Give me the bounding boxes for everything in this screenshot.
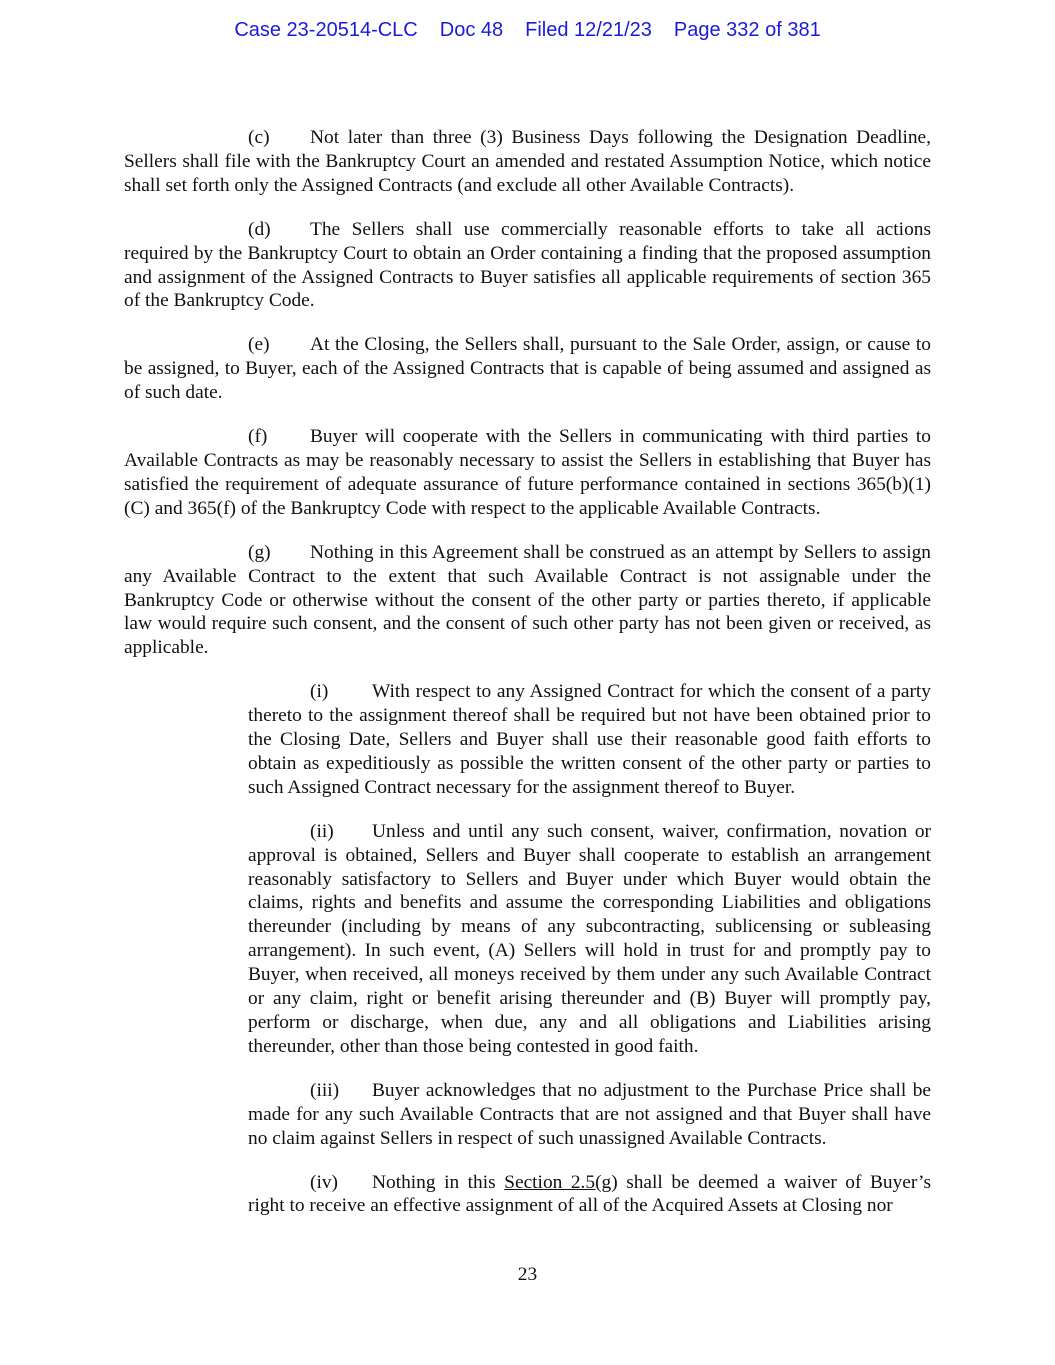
paragraph-f	[124, 425, 931, 521]
doc-number: Doc 48	[439, 19, 504, 41]
subparagraph-text-before: Nothing in this	[372, 1171, 505, 1193]
paragraph-label: (c)	[248, 127, 270, 148]
document-body	[124, 126, 931, 1238]
paragraph-label: (f)	[248, 426, 268, 448]
paragraph-g	[124, 541, 931, 661]
paragraph-text: Buyer will cooperate with the Sellers in communicating with third parties to Available Contracts as may be reasonably necessary to assist the Sellers in establishing that Buyer has satisfied the requirement of adequate assurance of future performance contained in sections 365(b)(1)(C) and 365(f) of the Bankruptcy Code with respect to the applicable Available Contracts.	[124, 426, 931, 519]
subparagraph-iii	[248, 1079, 931, 1151]
paragraph-text: Not later than three (3) Business Days following the Designation Deadline, Sellers shall file with the Bankruptcy Court an amended and restated Assumption Notice, which notice shall set forth only the Assigned Contracts (and exclude all other Available Contracts).	[124, 127, 931, 196]
subparagraph-text: Buyer acknowledges that no adjustment to the Purchase Price shall be made for any such Available Contracts that are not assigned and that Buyer shall have no claim against Sellers in respect of such unassigned Available Contracts.	[248, 1079, 931, 1149]
court-filing-header	[0, 19, 1055, 42]
subparagraph-text: With respect to any Assigned Contract for which the consent of a party thereto to the assignment thereof shall be required but not have been obtained prior to the Closing Date, Sellers and Buyer shall use their reasonable good faith efforts to obtain as expeditiously as possible the written consent of the other party or parties to such Assigned Contract necessary for the assignment thereof to Buyer.	[248, 681, 931, 798]
paragraph-c	[124, 126, 931, 198]
paragraph-text: Nothing in this Agreement shall be construed as an attempt by Sellers to assign any Available Contract to the extent that such Available Contract is not assignable under the Bankruptcy Code or otherwise without the consent of the other party or parties thereto, if applicable law would require such consent, and the consent of such other party has not been given or received, as applicable.	[124, 541, 931, 659]
case-number: Case 23-20514-CLC	[234, 19, 418, 41]
subparagraph-ii	[248, 820, 931, 1059]
subparagraph-label: (i)	[310, 681, 329, 703]
filed-date: Filed 12/21/23	[525, 19, 652, 41]
paragraph-text: The Sellers shall use commercially reasonable efforts to take all actions required by the Bankruptcy Court to obtain an Order containing a finding that the proposed assumption and assignment of the Assigned Contracts to Buyer satisfies all applicable requirements of section 365 of the Bankruptcy Code.	[124, 218, 931, 312]
subparagraph-label: (iv)	[310, 1171, 338, 1193]
paragraph-label: (e)	[248, 334, 270, 356]
paragraph-label: (d)	[248, 218, 271, 240]
paragraph-e	[124, 333, 931, 405]
page-count: Page 332 of 381	[673, 19, 821, 41]
page-number: 23	[517, 1264, 538, 1285]
paragraph-d	[124, 218, 931, 314]
section-reference: Section 2.5(g)	[504, 1171, 618, 1193]
subparagraph-label: (iii)	[310, 1079, 340, 1101]
subparagraph-text-after: shall be deemed a waiver of Buyer’s right to receive an effective assignment of all of the Acquired Assets at Closing nor	[248, 1171, 931, 1217]
subparagraph-label: (ii)	[310, 820, 334, 842]
paragraph-label: (g)	[248, 541, 271, 563]
subparagraph-text: Unless and until any such consent, waiver, confirmation, novation or approval is obtained, Sellers and Buyer shall cooperate to establish an arrangement reasonably satisfactory to Sellers and Buyer under which Buyer would obtain the claims, rights and benefits and assume the corresponding Liabilities and obligations thereunder (including by means of any subcontracting, sublicensing or subleasing arrangement). In such event, (A) Sellers will hold in trust for and promptly pay to Buyer, when received, all moneys received by them under any such Available Contract or any claim, right or benefit arising thereunder and (B) Buyer will promptly pay, perform or discharge, when due, any and all obligations and Liabilities arising thereunder, other than those being contested in good faith.	[248, 820, 931, 1057]
subparagraph-i	[248, 680, 931, 800]
paragraph-text: At the Closing, the Sellers shall, pursuant to the Sale Order, assign, or cause to be assigned, to Buyer, each of the Assigned Contracts that is capable of being assumed and assigned as of such date.	[124, 334, 931, 404]
subparagraph-iv	[248, 1171, 931, 1219]
